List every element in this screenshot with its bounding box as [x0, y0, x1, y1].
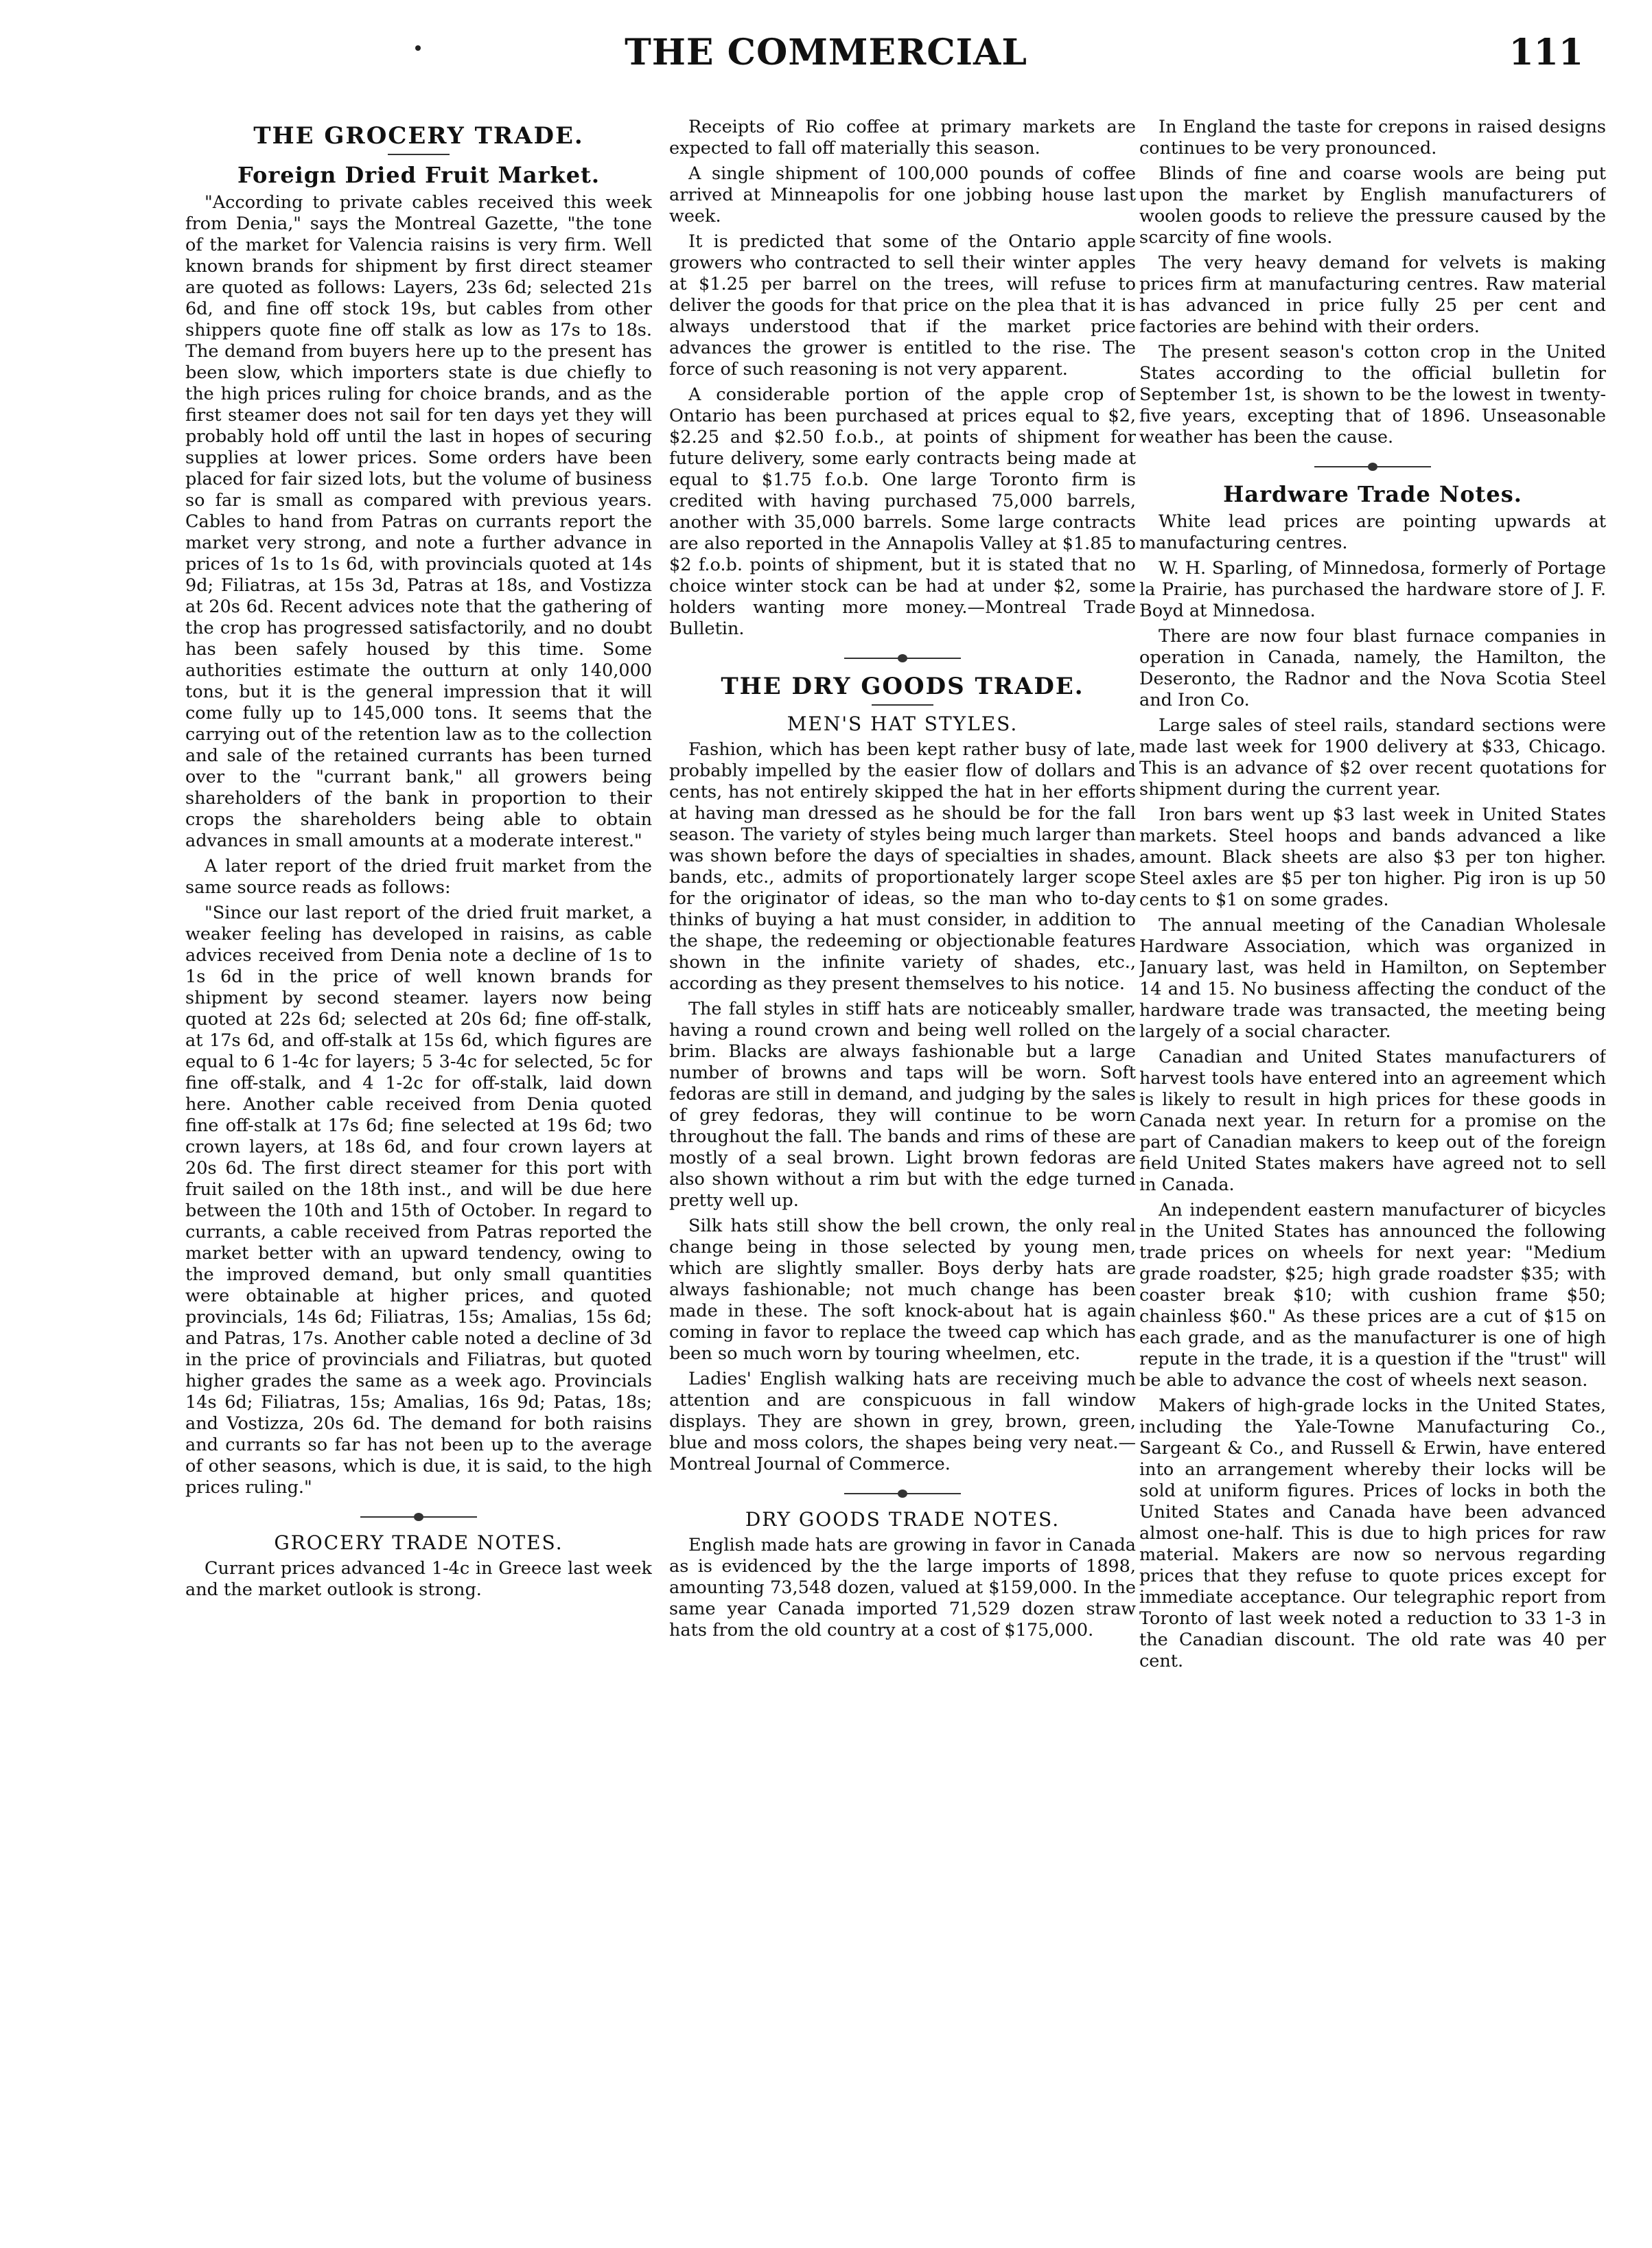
section-separator [1314, 466, 1431, 467]
section-separator [360, 1516, 477, 1518]
column-3 [1139, 117, 1606, 2217]
article-paragraph: A later report of the dried fruit market from the same source reads as follows: [185, 856, 652, 898]
article-paragraph: Iron bars went up $3 last week in United States markets. Steel hoops and bands advanced a like amount. Black sheets are also $3 per ton higher. Steel axles are $5 per ton higher. Pig iron is up 50 cents to $1 on some grades. [1139, 804, 1606, 910]
article-paragraph: Large sales of steel rails, standard sections were made last week for 1900 delivery at $33, Chicago. This is an advance of $2 over recent quotations for shipment during the current year. [1139, 715, 1606, 800]
masthead [0, 32, 1652, 93]
hardware-heading: Hardware Trade Notes. [1223, 481, 1522, 507]
article-paragraph: The very heavy demand for velvets is making prices firm at manufacturing centres. Raw material has advanced in price fully 25 per cent and factories are behind with their orders. [1139, 253, 1606, 337]
article-paragraph: Makers of high-grade locks in the United States, including the Yale-Towne Manufacturing Co., Sargeant & Co., and Russell & Erwin, have entered into an arrangement whereby their locks will be sold at uniform figures. Prices of locks in both the United States and Canada have been advanced almost one-half. This is due to high prices for raw material. Makers are now so nervous regarding prices that they refuse to quote prices except for immediate acceptance. Our telegraphic report from Toronto of last week noted a reduction to 33 1-3 in the Canadian discount. The old rate was 40 per cent. [1139, 1395, 1606, 1671]
hat-styles-heading: MEN'S HAT STYLES. [787, 712, 1019, 735]
section-separator [844, 1493, 961, 1494]
article-paragraph: "Since our last report of the dried fruit market, a weaker feeling has developed in raisins, as cable advices received from Denia note a decline of 1s to 1s 6d in the price of well known brands for shipment by second steamer. layers now being quoted at 22s 6d; selected at 20s 6d; fine off-stalk, at 17s 6d, and off-stalk at 15s 6d, which figures are equal to 6 1-4c for layers; 5 3-4c for selected, 5c for fine off-stalk, and 4 1-2c for off-stalk, laid down here. Another cable received from Denia quoted fine off-stalk at 17s 6d; fine selected at 19s 6d; two crown layers, at 18s 6d, and four crown layers at 20s 6d. The first direct steamer for this port with fruit sailed on the 18th inst., and will be due here between the 10th and 15th of October. In regard to currants, a cable received from Patras reported the market better with an upward tendency, owing to the improved demand, but only small quantities were obtainable at higher prices, and quoted provincials, 14s 6d; Filiatras, 15s; Amalias, 15s 6d; and Patras, 17s. Another cable noted a decline of 3d in the price of provincials and Filiatras, but quoted higher grades the same as a week ago. Provincials 14s 6d; Filiatras, 15s; Amalias, 16s 9d; Patas, 18s; and Vostizza, 20s 6d. The demand for both raisins and currants so far has not been up to the average of other seasons, which is due, it is said, to the high prices ruling." [185, 903, 652, 1498]
article-paragraph: An independent eastern manufacturer of bicycles in the United States has announced the following trade prices on wheels for next year: "Medium grade roadster, $25; high grade roadster $35; with coaster break $10; with cushion frame $50; chainless $60." As these prices are a cut of $15 on each grade, and as the manufacturer is one of high repute in the trade, it is a question if the "trust" will be able to advance the cost of wheels next season. [1139, 1200, 1606, 1391]
article-paragraph: Fashion, which has been kept rather busy of late, probably impelled by the easier flow of dollars and cents, has not entirely skipped the hat in her efforts at having man dressed as he should be for the fall season. The variety of styles being much larger than was shown before the days of specialties in shades, bands, etc., admits of proportionately larger scope for the originator of ideas, so the man who to-day thinks of buying a hat must consider, in addition to the shape, the redeeming or objectionable features shown in the infinite variety of shades, etc., according as they present themselves to his notice. [669, 739, 1136, 994]
page-number: 111 [1509, 32, 1583, 73]
article-paragraph: English made hats are growing in favor in Canada as is evidenced by the the large imports of 1898, amounting 73,548 dozen, valued at $159,000. In the same year Canada imported 71,529 dozen straw hats from the old country at a cost of $175,000. [669, 1535, 1136, 1641]
column-1 [185, 117, 652, 2217]
article-paragraph: Silk hats still show the bell crown, the only real change being in those selected by young men, which are slightly smaller. Boys derby hats are always fashionable; not much change has been made in these. The soft knock-about hat is again coming in favor to replace the tweed cap which has been so much worn by touring wheelmen, etc. [669, 1216, 1136, 1364]
article-paragraph: W. H. Sparling, of Minnedosa, formerly of Portage la Prairie, has purchased the hardware store of J. F. Boyd at Minnedosa. [1139, 558, 1606, 621]
article-paragraph: A single shipment of 100,000 pounds of coffee arrived at Minneapolis for one jobbing house last week. [669, 163, 1136, 227]
heading-rule [872, 704, 933, 706]
article-paragraph: The present season's cotton crop in the United States according to the official bulletin for September 1st, is shown to be the lowest in twenty-five years, excepting that of 1896. Unseasonable weather has been the cause. [1139, 342, 1606, 448]
grocery-notes-heading: GROCERY TRADE NOTES. [274, 1531, 563, 1554]
column-2 [669, 117, 1136, 2217]
section-separator [844, 658, 961, 659]
grocery-trade-heading: THE GROCERY TRADE. [253, 122, 584, 150]
dried-fruit-heading: Foreign Dried Fruit Market. [237, 162, 600, 188]
article-paragraph: The fall styles in stiff hats are noticeably smaller, having a round crown and being well rolled on the brim. Blacks are always fashionable but a large number of browns and taps will be worn. Soft fedoras are still in demand, and judging by the sales of grey fedoras, they will continue to be worn throughout the fall. The bands and rims of these are mostly of a seal brown. Light brown fedoras are also shown without a rim but with the edge turned pretty well up. [669, 999, 1136, 1211]
dry-goods-notes-heading: DRY GOODS TRADE NOTES. [745, 1508, 1060, 1531]
article-paragraph: "According to private cables received this week from Denia," says the Montreal Gazette, "the tone of the market for Valencia raisins is very firm. Well known brands for shipment by first direct steamer are quoted as follows: Layers, 23s 6d; selected 21s 6d, and fine off stock 19s, but cables from other shippers quote fine off stalk as low as 17s to 18s. The demand from buyers here up to the present has been slow, which importers state is due chiefly to the high prices ruling for choice brands, and as the first steamer does not sail for ten days yet they will probably hold off until the last in hopes of securing supplies at lower prices. Some orders have been placed for fair sized lots, but the volume of business so far is small as compared with previous years. Cables to hand from Patras on currants report the market very strong, and note a further advance in prices of 1s to 1s 6d, with provincials quoted at 14s 9d; Filiatras, at 15s 3d, Patras at 18s, and Vostizza at 20s 6d. Recent advices note that the gathering of the crop has progressed satisfactorily, and no doubt has been safely housed by this time. Some authorities estimate the outturn at only 140,000 tons, but it is the general impression that it will come fully up to 145,000 tons. It seems that the carrying out of the retention law as to the collection and sale of the retained currants has been turned over to the "currant bank," all growers being shareholders of the bank in proportion to their crops the shareholders being able to obtain advances in small amounts at a moderate interest." [185, 192, 652, 851]
article-paragraph: It is predicted that some of the Ontario apple growers who contracted to sell their winter apples at $1.25 per barrel on the trees, will refuse to deliver the goods for that price on the plea that it is always understood that if the market price advances the grower is entitled to the rise. The force of such reasoning is not very apparent. [669, 231, 1136, 380]
heading-rule [388, 154, 450, 155]
article-paragraph: There are now four blast furnace companies in operation in Canada, namely, the Hamilton, the Deseronto, the Radnor and the Nova Scotia Steel and Iron Co. [1139, 626, 1606, 710]
article-paragraph: Blinds of fine and coarse wools are being put upon the market by English manufacturers of woolen goods to relieve the pressure caused by the scarcity of fine wools. [1139, 163, 1606, 248]
article-paragraph: Receipts of Rio coffee at primary markets are expected to fall off materially this season. [669, 117, 1136, 159]
publication-title: THE COMMERCIAL [625, 32, 1027, 73]
article-paragraph: White lead prices are pointing upwards at manufacturing centres. [1139, 511, 1606, 553]
article-paragraph: Currant prices advanced 1-4c in Greece last week and the market outlook is strong. [185, 1558, 652, 1600]
article-paragraph: Ladies' English walking hats are receiving much attention and are conspicuous in fall window displays. They are shown in grey, brown, green, blue and moss colors, the shapes being very neat.—Montreal Journal of Commerce. [669, 1369, 1136, 1474]
article-paragraph: The annual meeting of the Canadian Wholesale Hardware Association, which was organized in January last, was held in Hamilton, on September 14 and 15. No business affecting the conduct of the hardware trade was transacted, the meeting being largely of a social character. [1139, 915, 1606, 1042]
article-paragraph: In England the taste for crepons in raised designs continues to be very pronounced. [1139, 117, 1606, 159]
article-paragraph: Canadian and United States manufacturers of harvest tools have entered into an agreement which is likely to result in high prices for these goods in Canada next year. In return for a promise on the part of Canadian makers to keep out of the foreign field United States makers have agreed not to sell in Canada. [1139, 1047, 1606, 1195]
article-paragraph: A considerable portion of the apple crop of Ontario has been purchased at prices equal to $2, $2.25 and $2.50 f.o.b., at points of shipment for future delivery, some early contracts being made at equal to $1.75 f.o.b. One large Toronto firm is credited with having purchased 75,000 barrels, another with 35,000 barrels. Some large contracts are also reported in the Annapolis Valley at $1.85 to $2 f.o.b. points of shipment, but it is stated that no choice winter stock can be had at under $2, some holders wanting more money.—Montreal Trade Bulletin. [669, 384, 1136, 639]
dry-goods-heading: THE DRY GOODS TRADE. [721, 673, 1084, 700]
